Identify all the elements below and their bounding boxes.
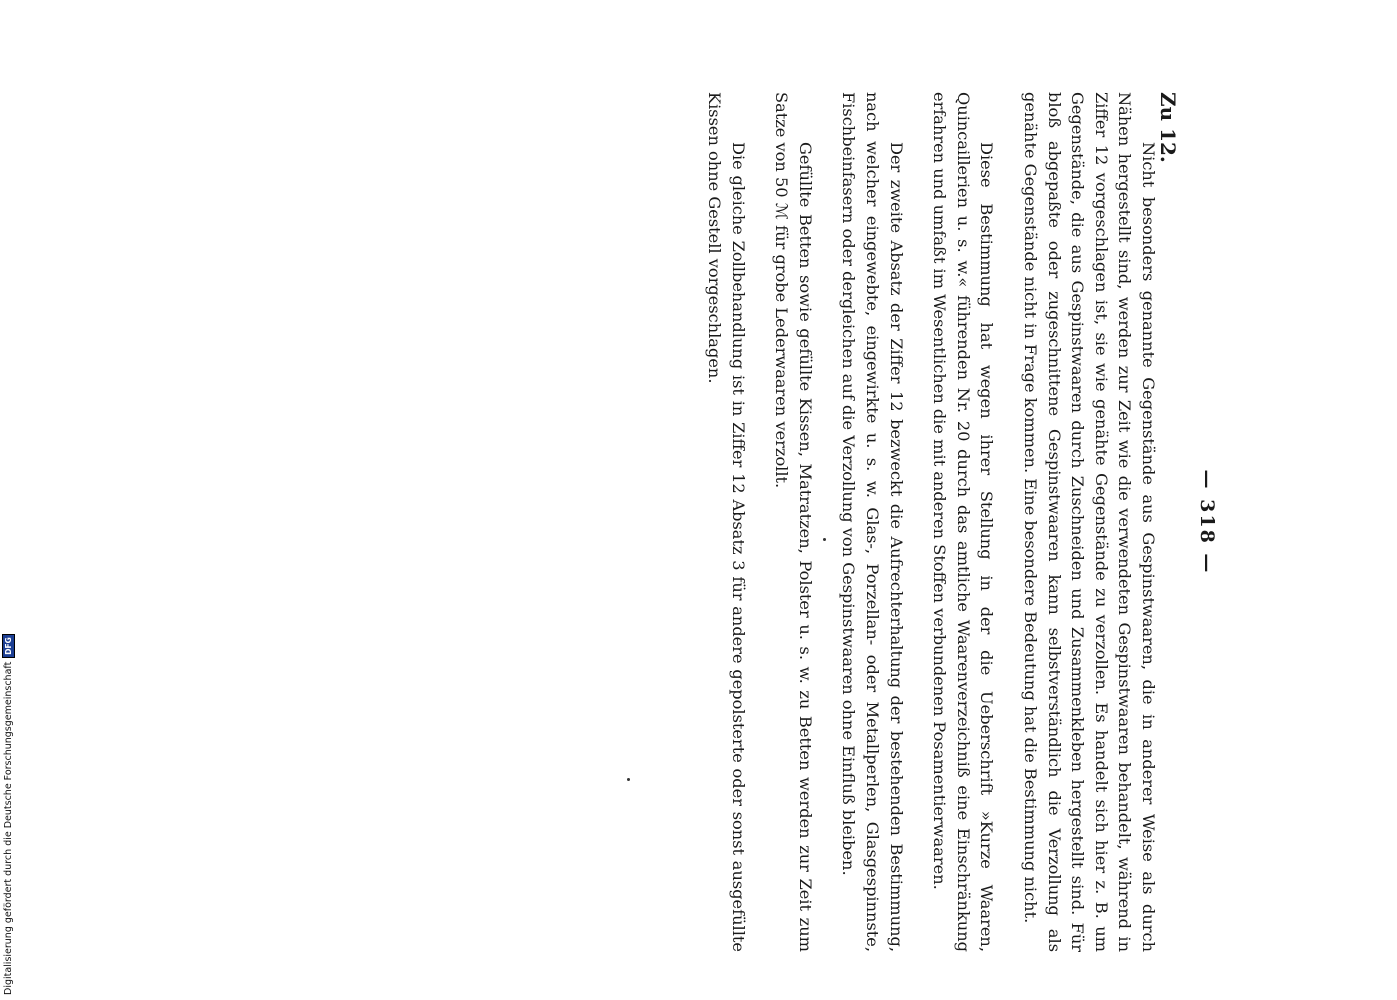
paragraph: Der zweite Absatz der Ziffer 12 bezweckt die Aufrechterhaltung der bestehenden Bestimmung, nach welcher eingewebte, eingewirkte u. s. w. Glas-, Porzellan- oder Metallperlen, Glasgespinnste, Fischbeinfasern oder dergleichen auf die Verzollung von Gespinstwaaren ohne Einfluß bleiben. bbox=[839, 92, 906, 952]
scan-speck bbox=[823, 538, 826, 541]
paragraph: Nicht besonders genannte Gegenstände aus Gespinstwaaren, die in anderer Weise als durch Nähen hergestellt sind, werden zur Zeit wie die verwendeten Gespinstwaaren behandelt, während in Ziffer 12 vorgeschlagen ist, sie wie genähte Gegenstände zu verzollen. Es handelt sich hier z. B. um Gegenstände, die aus Gespinstwaaren durch Zuschneiden und Zusammenkleben hergestellt sind. Für bloß abgepaßte oder zugeschnittene Gespinstwaaren kann selbstverständlich die Verzollung als genähte Gegenstände nicht in Frage kommen. Eine besondere Bedeutung hat die Bestimmung nicht. bbox=[1021, 92, 1158, 952]
footer-text: Digitalisierung gefördert durch die Deutsche Forschungsgemeinschaft bbox=[3, 661, 14, 995]
scan-speck bbox=[627, 778, 630, 781]
page-number: — 318 — bbox=[1196, 469, 1218, 575]
body-text bbox=[703, 92, 1161, 952]
dfg-logo: DFG bbox=[2, 634, 15, 658]
paragraph: Diese Bestimmung hat wegen ihrer Stellung in der die Ueberschrift »Kurze Waaren, Quincaillerien u. s. w.« führenden Nr. 20 durch das amtliche Waarenverzeichniß eine Einschränkung erfahren und umfaßt im Wesentlichen die mit anderen Stoffen verbundenen Posamentierwaaren. bbox=[930, 92, 997, 952]
digitization-footer bbox=[2, 634, 15, 995]
section-mark: Zu 12. bbox=[1156, 92, 1180, 163]
paragraph: Die gleiche Zollbehandlung ist in Ziffer 12 Absatz 3 für andere gepolsterte oder sonst ausgefüllte Kissen ohne Gestell vorgeschlagen. bbox=[705, 92, 748, 952]
paragraph: Gefüllte Betten sowie gefüllte Kissen, Matratzen, Polster u. s. w. zu Betten werden zur Zeit zum Satze von 50 ℳ für grobe Lederwaaren verzollt. bbox=[772, 92, 815, 952]
document-page bbox=[118, 92, 1218, 952]
